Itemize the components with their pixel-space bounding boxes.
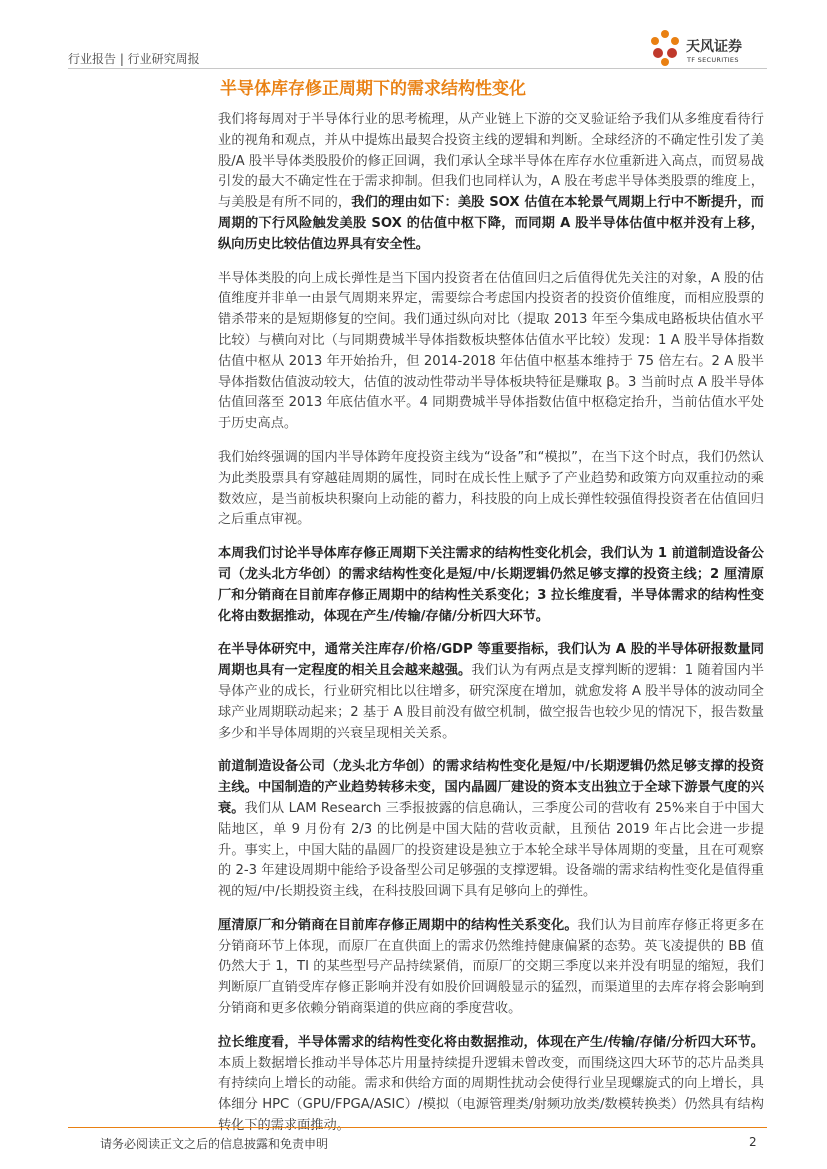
paragraph-text-tail: 我们认为有两点是支撑判断的逻辑：1 随着国内半导体产业的成长，行业研究相比以往增多，研究深度在增加，就愈发将 A 股半导体的波动同全球产业周期联动起来；2 基于 A 股目前没有做空机制，做空报告也较少见的情况下，报告数量多少和半导体周期的兴衰呈现相关关系。	[218, 663, 764, 741]
paragraph-5	[218, 640, 764, 744]
paragraph-text: 我们始终强调的国内半导体跨年度投资主线为“设备”和“模拟”，在当下这个时点，我们仍然认为此类股票具有穿越硅周期的属性，同时在成长性上赋予了产业趋势和政策方向双重拉动的乘数效应，是当前板块积聚向上动能的蓄力，科技股的向上成长弹性较强值得投资者在估值回归之后重点审视。	[218, 449, 764, 528]
paragraph-emphasis: 我们的理由如下：美股 SOX 估值在本轮景气周期上行中不断提升，而周期的下行风险触发美股 SOX 的估值中枢下降，而同期 A 股半导体估值中枢并没有上移，纵向历史比较估值边界具有安全性。	[218, 195, 764, 252]
paragraph-7	[218, 916, 764, 1020]
paragraph-4	[218, 544, 764, 627]
paragraph-6	[218, 757, 764, 903]
report-body	[218, 110, 764, 1150]
paragraph-text-tail: 我们从 LAM Research 三季报披露的信息确认，三季度公司的营收有 25%来自于中国大陆地区，单 9 月份有 2/3 的比例是中国大陆的营收贡献，且预估 2019 年占比会进一步提升。事实上，中国大陆的晶圆厂的投资建设是独立于本轮全球半导体周期的变量，且在可观察的 2-3 年建设周期中能给予设备型公司足够强的支撑逻辑。设备端的需求结构性变化是值得重视的短/中/长期投资主线，在科技股回调下具有足够向上的弹性。	[218, 800, 764, 900]
paragraph-text: 我们将每周对于半导体行业的思考梳理，从产业链上下游的交叉验证给予我们从多维度看待行业的视角和观点，并从中提炼出最契合投资主线的逻辑和判断。全球经济的不确定性引发了美股/A 股半导体类股股价的修正回调，我们承认全球半导体在库存水位重新进入高点，而贸易战引发的最大不确定性在于需求抑制。但我们也同样认为，A 股在考虑半导体类股票的维度上，与美股是有所不同的，	[218, 112, 764, 211]
paragraph-1	[218, 110, 764, 256]
paragraph-emphasis: 拉长维度看，半导体需求的结构性变化将由数据推动，体现在产生/传输/存储/分析四大环节。	[218, 1034, 764, 1050]
company-logo	[646, 28, 766, 72]
report-category: 行业报告 | 行业研究周报	[68, 52, 200, 66]
footer-disclaimer: 请务必阅读正文之后的信息披露和免责申明	[100, 1137, 329, 1151]
header-divider	[68, 68, 767, 69]
paragraph-3	[218, 448, 764, 531]
paragraph-emphasis: 厘清原厂和分销商在目前库存修正周期中的结构性关系变化。	[218, 917, 578, 933]
paragraph-emphasis: 前道制造设备公司（龙头北方华创）的需求结构性变化是短/中/长期逻辑仍然足够支撑的投资主线。中国制造的产业趋势转移未变，国内晶圆厂建设的资本支出独立于全球下游景气度的兴衰。	[218, 759, 764, 816]
paragraph-8	[218, 1033, 764, 1137]
paragraph-text: 半导体类股的向上成长弹性是当下国内投资者在估值回归之后值得优先关注的对象，A 股的估值维度并非单一由景气周期来界定，需要综合考虑国内投资者的投资价值维度，而相应股票的错杀带来的是短期修复的空间。我们通过纵向对比（提取 2013 年至今集成电路板块估值水平比较）与横向对比（与同期费城半导体指数板块整体估值水平比较）发现：1 A 股半导体指数估值中枢从 2013 年开始抬升，但 2014-2018 年估值中枢基本维持于 75 倍左右。2 A 股半导体指数估值波动较大，估值的波动性带动半导体板块特征是赚取 β。3 当前时点 A 股半导体估值回落至 2013 年底估值水平。4 同期费城半导体指数估值中枢稳定抬升，当前估值水平处于历史高点。	[218, 270, 764, 432]
logo-mark-icon	[646, 28, 684, 68]
logo-name-cn: 天风证券	[686, 39, 742, 55]
logo-name-en: TF SECURITIES	[687, 56, 739, 64]
section-title: 半导体库存修正周期下的需求结构性变化	[220, 79, 526, 99]
paragraph-emphasis: 在半导体研究中，通常关注库存/价格/GDP 等重要指标，我们认为 A 股的半导体研报数量同周期也具有一定程度的相关且会越来越强。	[218, 642, 764, 679]
paragraph-text-tail: 我们认为目前库存修正将更多在分销商环节上体现，而原厂在直供面上的需求仍然维持健康偏紧的态势。英飞凌提供的 BB 值仍然大于 1，TI 的某些型号产品持续紧俏，而原厂的交期三季度以来并没有明显的缩短，我们判断原厂直销受库存修正影响并没有如股价回调般显示的猛烈，而渠道里的去库存将会影响到分销商和更多依赖分销商渠道的供应商的季度营收。	[218, 917, 765, 1017]
footer-divider	[68, 1127, 767, 1128]
paragraph-2	[218, 269, 764, 435]
paragraph-emphasis: 本周我们讨论半导体库存修正周期下关注需求的结构性变化机会，我们认为 1 前道制造设备公司（龙头北方华创）的需求结构性变化是短/中/长期逻辑仍然足够支撑的投资主线；2 厘清原厂和分销商在目前库存修正周期中的结构性关系变化；3 拉长维度看，半导体需求的结构性变化将由数据推动，体现在产生/传输/存储/分析四大环节。	[218, 546, 764, 624]
paragraph-text-tail: 本质上数据增长推动半导体芯片用量持续提升逻辑未曾改变，而围绕这四大环节的芯片品类具有持续向上增长的动能。需求和供给方面的周期性扰动会使得行业呈现螺旋式的向上增长，具体细分 HPC（GPU/FPGA/ASIC）/模拟（电源管理类/射频功放类/数模转换类）仍然具有结构转化下的需求面推动。	[218, 1055, 764, 1134]
page-number: 2	[749, 1135, 757, 1149]
